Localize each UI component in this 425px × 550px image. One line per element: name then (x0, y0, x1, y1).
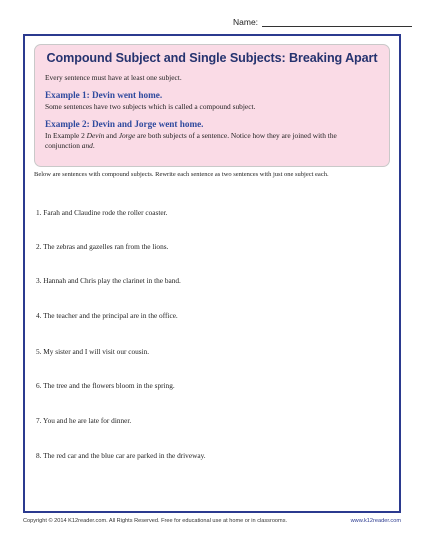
intro-box (34, 44, 390, 167)
example-1-heading: Example 1: Devin went home. (45, 90, 163, 100)
question-3: 3. Hannah and Chris play the clarinet in the band. (36, 276, 181, 285)
question-6: 6. The tree and the flowers bloom in the spring. (36, 381, 175, 390)
example-2-text-end: . (92, 141, 95, 150)
site-link[interactable]: www.k12reader.com (350, 518, 401, 524)
name-field[interactable] (233, 17, 412, 27)
name-underline[interactable] (262, 18, 412, 27)
example-2-name-1: Devin (86, 131, 105, 140)
example-2-heading: Example 2: Devin and Jorge went home. (45, 119, 204, 129)
example-2-conjunction: and (81, 141, 93, 150)
example-2-text-after: are both subjects of a sentence. Notice how they are joined with the (135, 131, 337, 140)
question-2: 2. The zebras and gazelles ran from the lions. (36, 242, 169, 251)
worksheet-title: Compound Subject and Single Subjects: Breaking Apart (46, 51, 378, 65)
name-label: Name: (233, 17, 259, 27)
copyright-text: Copyright © 2014 K12reader.com. All Rights Reserved. Free for educational use at home or in classrooms. (23, 518, 288, 524)
instructions: Below are sentences with compound subjects. Rewrite each sentence as two sentences with just one subject each. (34, 171, 329, 178)
example-2-text (45, 131, 379, 151)
question-7: 7. You and he are late for dinner. (36, 416, 132, 425)
question-1: 1. Farah and Claudine rode the roller coaster. (36, 208, 168, 217)
question-5: 5. My sister and I will visit our cousin. (36, 347, 150, 356)
example-2-text-and: and (104, 131, 119, 140)
example-1-text: Some sentences have two subjects which is called a compound subject. (45, 102, 256, 111)
example-2-text-line2: conjunction (45, 141, 82, 150)
question-4: 4. The teacher and the principal are in the office. (36, 311, 178, 320)
rule-text: Every sentence must have at least one subject. (45, 73, 182, 82)
question-8: 8. The red car and the blue car are parked in the driveway. (36, 451, 206, 460)
example-2-name-2: Jorge (118, 131, 136, 140)
example-2-text-before: In Example 2 (45, 131, 87, 140)
